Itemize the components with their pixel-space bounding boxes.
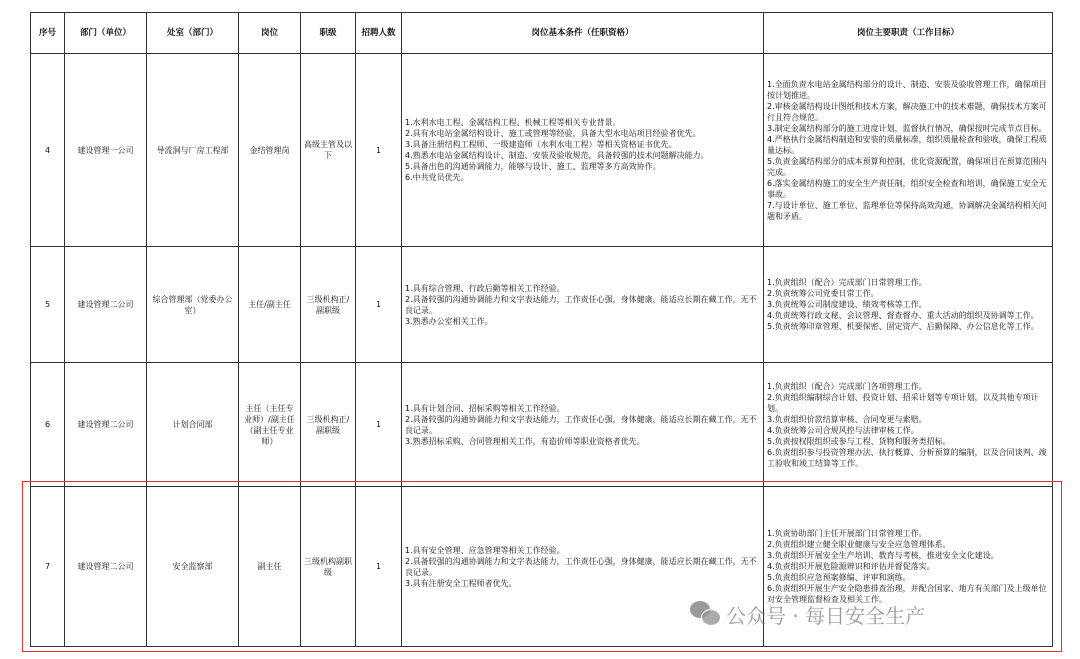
cell-level: 三级机构正/副职级 bbox=[301, 363, 356, 487]
header-level: 职级 bbox=[301, 13, 356, 54]
cell-post: 金结管理岗 bbox=[239, 54, 301, 247]
list-item: 1.负责协助部门主任开展部门日常管理工作。 bbox=[767, 529, 927, 538]
list-item: 5.负责统筹印章管理、机要保密、固定资产、后勤保障、办公信息化等工作。 bbox=[767, 322, 1039, 331]
list-item: 2.具备较强的沟通协调能力和文字表达能力，工作责任心强，身体健康，能适应长期在藏工作，无不良记录。 bbox=[405, 556, 757, 577]
list-item: 7.与设计单位、施工单位、监理单位等保持高效沟通，协调解决金属结构相关问题和矛盾。 bbox=[767, 200, 1047, 221]
list-item: 4.熟悉水电站金属结构设计、制造、安装及验收规范，具备较强的技术问题解决能力。 bbox=[405, 151, 709, 160]
cell-office: 导流洞与厂房工程部 bbox=[147, 54, 239, 247]
cell-dept: 建设管理二公司 bbox=[65, 247, 147, 363]
wechat-icon bbox=[690, 601, 720, 627]
list-item: 1.具有综合管理、行政后勤等相关工作经验。 bbox=[405, 283, 565, 293]
cell-conditions bbox=[402, 247, 764, 363]
list-item: 3.负责统筹公司制度建设、绩效考核等工作。 bbox=[767, 300, 927, 309]
list-item: 3.制定金属结构部分的施工进度计划，监督执行情况，确保按时完成节点目标。 bbox=[767, 123, 1047, 133]
cell-post: 主任/副主任 bbox=[239, 247, 301, 363]
list-item: 3.具备注册结构工程师、一级建造师（水利水电工程）等相关资格证书优先。 bbox=[405, 140, 677, 149]
list-item: 4.负责组织开展危险源辨识和评估并督促落实。 bbox=[767, 562, 935, 571]
list-item: 6.落实金属结构施工的安全生产责任制，组织安全检查和培训，确保施工安全无事故。 bbox=[767, 178, 1047, 199]
cell-dept: 建设管理二公司 bbox=[65, 363, 147, 487]
list-item: 2.负责统筹公司党委日常工作。 bbox=[767, 289, 879, 298]
list-item: 2.具备较强的沟通协调能力和文字表达能力，工作责任心强，身体健康，能适应长期在藏工作，无不良记录。 bbox=[405, 414, 757, 435]
header-office: 处室（部门） bbox=[147, 13, 239, 54]
cell-dept: 建设管理二公司 bbox=[65, 487, 147, 647]
list-item: 2.具备较强的沟通协调能力和文字表达能力，工作责任心强，身体健康，能适应长期在藏工作，无不良记录。 bbox=[405, 294, 757, 315]
watermark bbox=[690, 596, 925, 632]
cell-dept: 建设管理一公司 bbox=[65, 54, 147, 247]
table-row bbox=[31, 54, 1053, 247]
list-item: 3.负责组织价款结算审核、合同变更与索赔。 bbox=[767, 414, 927, 424]
cell-level: 高级主管及以下 bbox=[301, 54, 356, 247]
cell-office: 计划合同部 bbox=[147, 363, 239, 487]
list-item: 5.负责按权限组织或参与工程、货物和服务类招标。 bbox=[767, 436, 951, 446]
list-item: 2.审核金属结构设计图纸和技术方案，解决施工中的技术难题，确保技术方案可行且符合规范。 bbox=[767, 101, 1047, 122]
list-item: 4.负责统筹行政文秘、会议管理、督查督办、重大活动的组织及协调等工作。 bbox=[767, 311, 1039, 320]
header-row bbox=[31, 13, 1053, 54]
cell-no: 4 bbox=[31, 54, 65, 247]
recruitment-table bbox=[30, 12, 1053, 647]
cell-count: 1 bbox=[356, 247, 402, 363]
header-conditions: 岗位基本条件（任职资格） bbox=[402, 13, 764, 54]
list-item: 4.严格执行金属结构制造和安装的质量标准，组织质量检查和验收，确保工程质量达标。 bbox=[767, 134, 1047, 155]
list-item: 6.负责组织参与投资管理办法、执行概算、分析预算的编制，以及合同谈判、竣工验收和竣工结算等工作。 bbox=[767, 447, 1047, 468]
watermark-text: 公众号 · 每日安全生产 bbox=[726, 603, 926, 628]
list-item: 1.负责组织（配合）完成部门日常管理工作。 bbox=[767, 278, 927, 287]
cell-level: 三级机构副职级 bbox=[301, 487, 356, 647]
table-row bbox=[31, 247, 1053, 363]
list-item: 1.负责组织（配合）完成部门各项管理工作。 bbox=[767, 381, 927, 391]
list-item: 1.具有计划合同、招标采购等相关工作经验。 bbox=[405, 403, 565, 413]
list-item: 2.具有水电站金属结构设计、施工或管理等经验，具备大型水电站项目经验者优先。 bbox=[405, 129, 701, 138]
list-item: 1.全面负责水电站金属结构部分的设计、制造、安装及验收管理工作，确保项目按计划推进。 bbox=[767, 79, 1047, 100]
list-item: 5.负责金属结构部分的成本预算和控制，优化资源配置，确保项目在预算范围内完成。 bbox=[767, 156, 1047, 177]
cell-count: 1 bbox=[356, 363, 402, 487]
list-item: 3.负责组织开展安全生产培训、教育与考核，推进安全文化建设。 bbox=[767, 551, 999, 560]
list-item: 3.熟悉招标采购、合同管理相关工作，有造价师等职业资格者优先。 bbox=[405, 436, 645, 446]
list-item: 5.具备出色的沟通协调能力，能够与设计、施工、监理等多方高效协作。 bbox=[405, 162, 661, 171]
cell-conditions bbox=[402, 363, 764, 487]
cell-duties bbox=[764, 247, 1053, 363]
cell-level: 三级机构正/副职级 bbox=[301, 247, 356, 363]
table-row bbox=[31, 363, 1053, 487]
cell-conditions bbox=[402, 54, 764, 247]
header-dept: 部门（单位） bbox=[65, 13, 147, 54]
cell-duties bbox=[764, 363, 1053, 487]
list-item: 3.熟悉办公室相关工作。 bbox=[405, 316, 493, 326]
cell-office: 综合管理部（党委办公室） bbox=[147, 247, 239, 363]
list-item: 4.负责统筹公司合规风控与法律审核工作。 bbox=[767, 425, 919, 435]
list-item: 1.水利水电工程、金属结构工程、机械工程等相关专业背景。 bbox=[405, 118, 621, 127]
header-count: 招聘人数 bbox=[356, 13, 402, 54]
list-item: 2.负责组织编制综合计划、投资计划、招采计划等专项计划，以及其他专项计划。 bbox=[767, 392, 1039, 413]
list-item: 3.具有注册安全工程师者优先。 bbox=[405, 578, 517, 588]
cell-duties bbox=[764, 54, 1053, 247]
list-item: 6.负责组织开展生产安全隐患排查治理，并配合国家、地方有关部门及上级单位对安全管理监督检查及相关工作。 bbox=[767, 584, 1047, 604]
header-no: 序号 bbox=[31, 13, 65, 54]
cell-no: 7 bbox=[31, 487, 65, 647]
list-item: 1.具有安全管理、应急管理等相关工作经验。 bbox=[405, 545, 565, 555]
list-item: 2.负责组织建立健全职业健康与安全应急管理体系。 bbox=[767, 540, 951, 549]
cell-post: 主任（主任专业师）/副主任（副主任专业师） bbox=[239, 363, 301, 487]
cell-no: 6 bbox=[31, 363, 65, 487]
list-item: 6.中共党员优先。 bbox=[405, 173, 469, 182]
cell-post: 副主任 bbox=[239, 487, 301, 647]
cell-count: 1 bbox=[356, 54, 402, 247]
header-duties: 岗位主要职责（工作目标） bbox=[764, 13, 1053, 54]
cell-count: 1 bbox=[356, 487, 402, 647]
cell-office: 安全监察部 bbox=[147, 487, 239, 647]
cell-no: 5 bbox=[31, 247, 65, 363]
list-item: 5.负责组织应急预案修编、评审和演练。 bbox=[767, 573, 911, 582]
header-post: 岗位 bbox=[239, 13, 301, 54]
